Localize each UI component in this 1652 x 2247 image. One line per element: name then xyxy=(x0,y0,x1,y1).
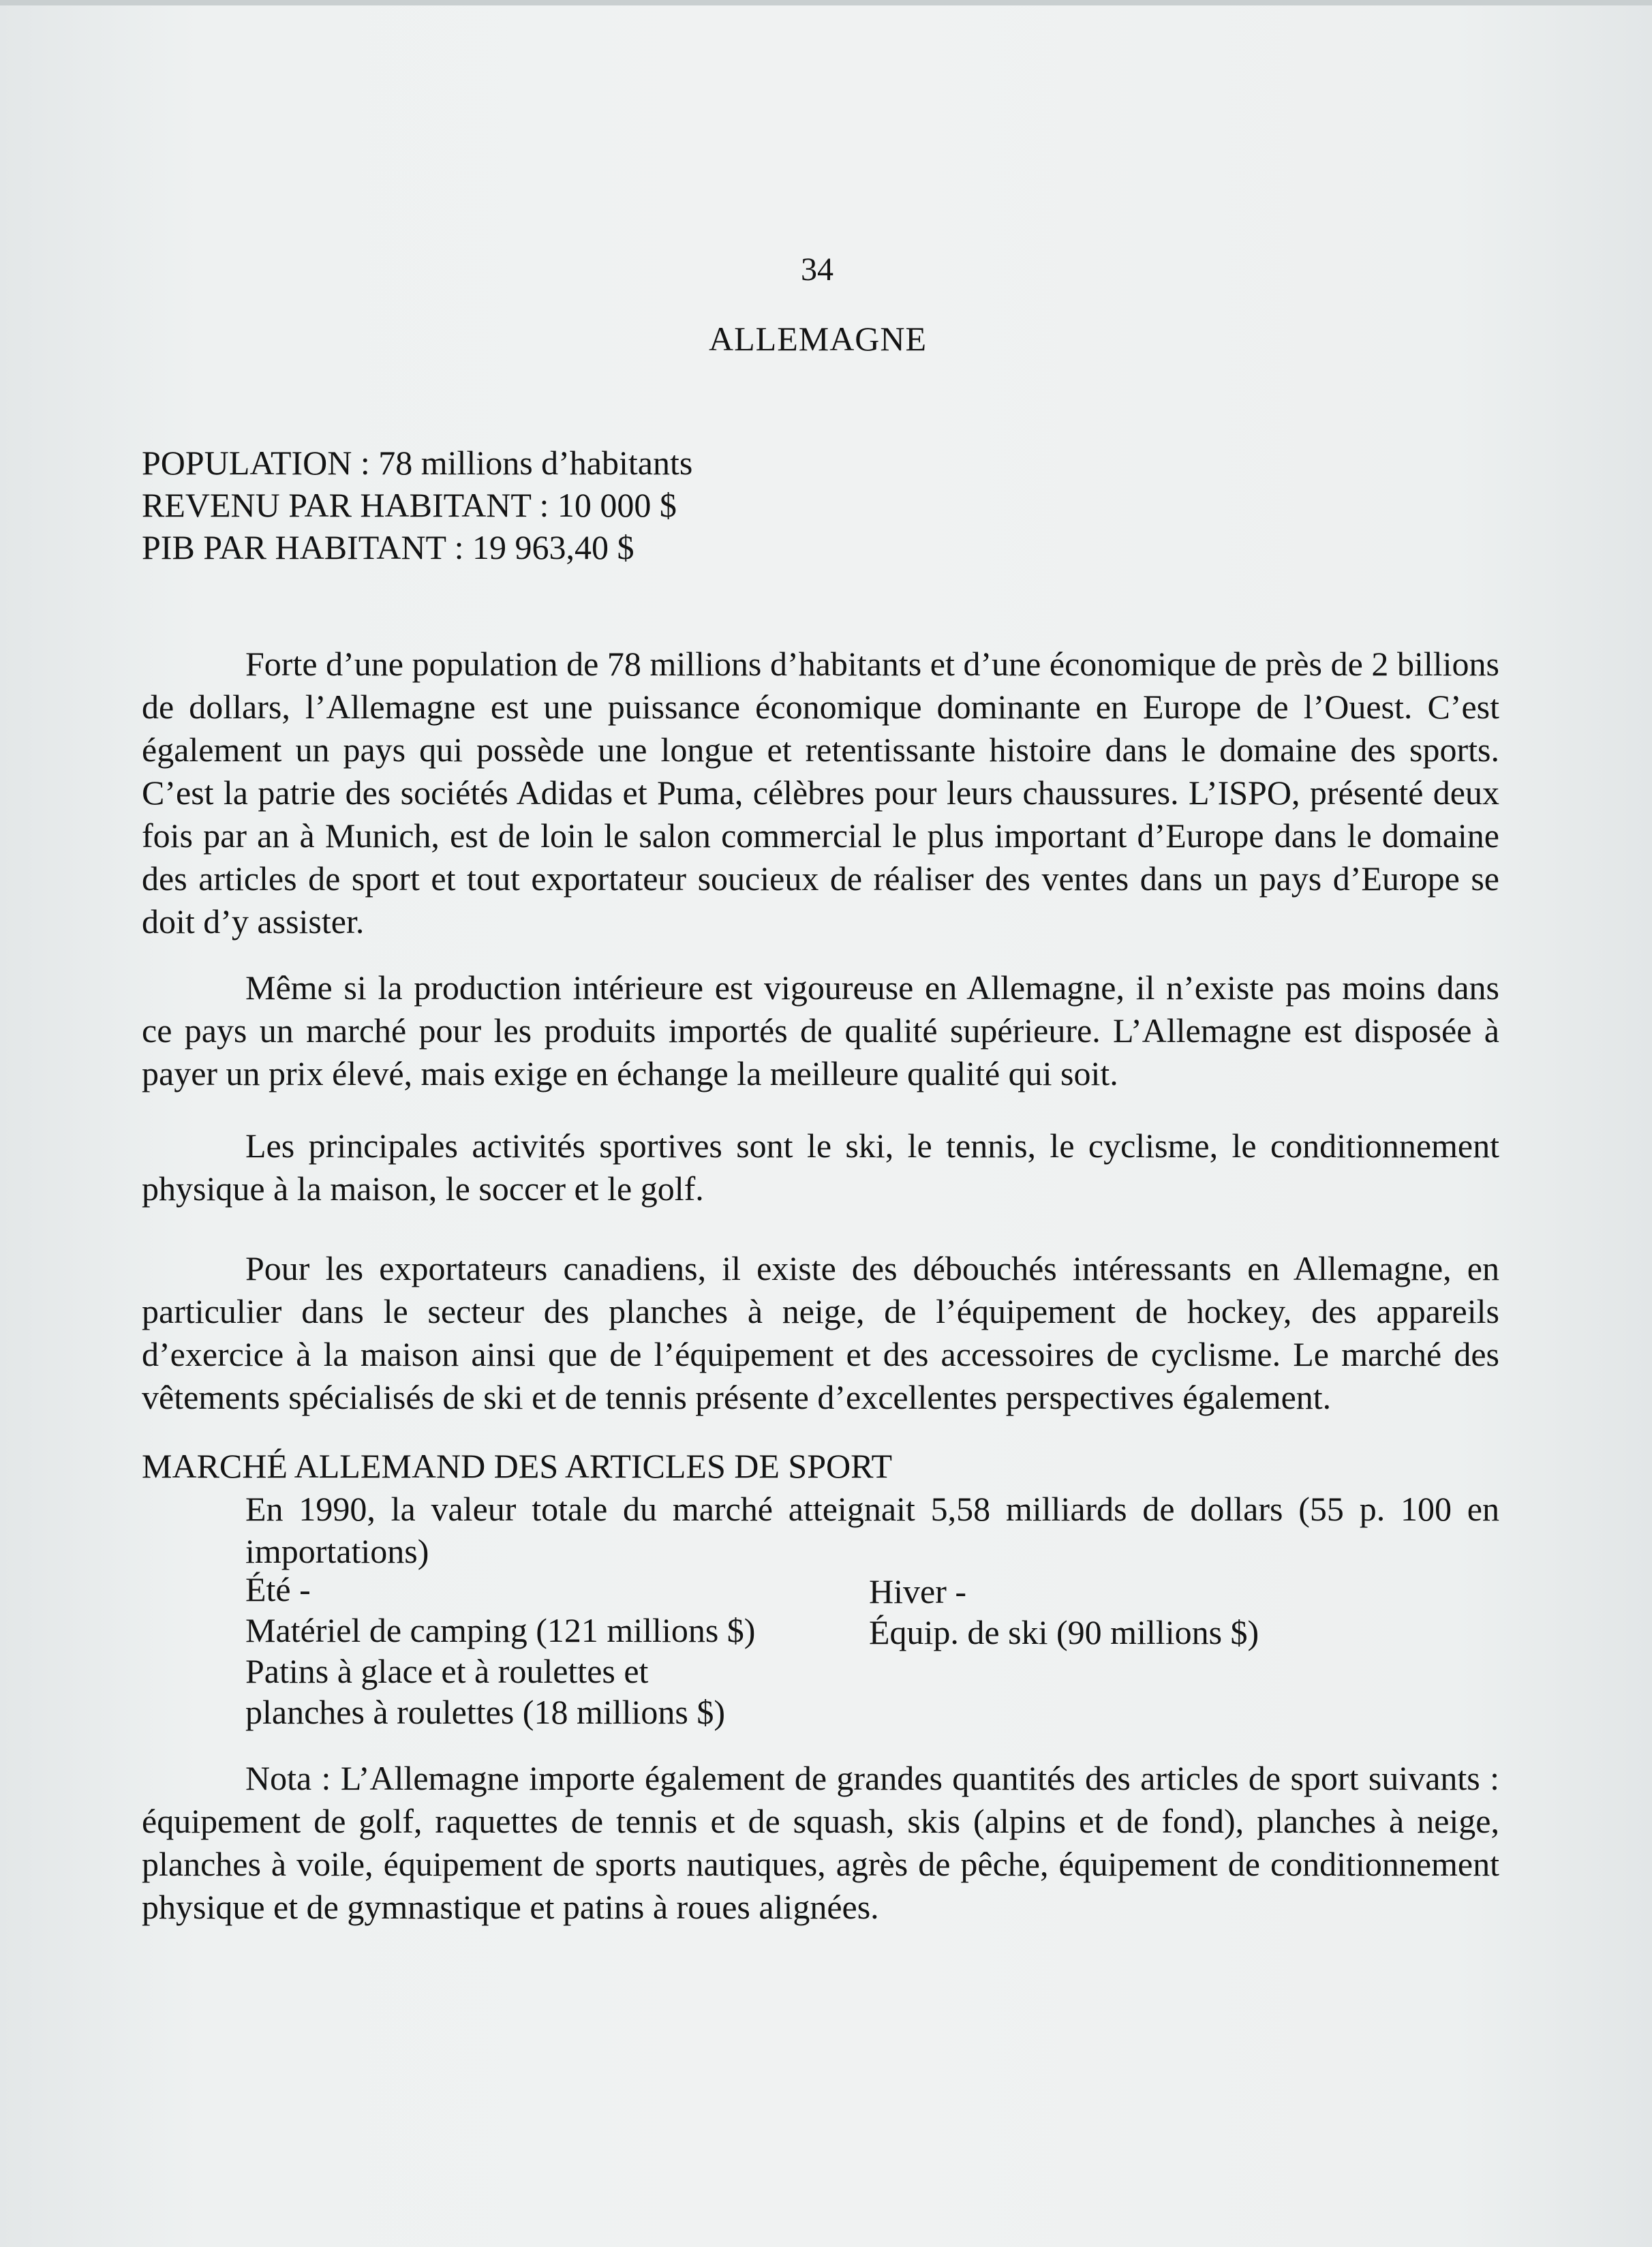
paragraph-main-sports: Les principales activités sportives sont le ski, le tennis, le cyclisme, le conditionnement physique à la maison, le soccer et le golf. xyxy=(142,1127,1499,1208)
market-section-heading: MARCHÉ ALLEMAND DES ARTICLES DE SPORT xyxy=(142,1447,893,1485)
winter-item: Équip. de ski (90 millions $) xyxy=(869,1613,1259,1651)
summer-item: Patins à glace et à roulettes et xyxy=(245,1652,649,1690)
paragraph-opportunities: Pour les exportateurs canadiens, il existe des débouchés intéressants en Allemagne, en particulier dans le secteur des planches à neige, de l’équipement de hockey, des appareils d’exercice à la maison ainsi que de l’équipement et des accessoires de cyclisme. Le marché des vêtements spécialisés de ski et de tennis présente d’excellentes perspectives également. xyxy=(142,1249,1499,1416)
population-stat: POPULATION : 78 millions d’habitants xyxy=(142,444,693,482)
country-stats xyxy=(142,442,692,568)
summer-market-column xyxy=(245,1569,845,1732)
winter-market-column xyxy=(869,1571,1482,1653)
page-title: ALLEMAGNE xyxy=(709,320,928,358)
market-intro: En 1990, la valeur totale du marché atteignait 5,58 milliards de dollars (55 p. 100 en importations) xyxy=(245,1490,1499,1570)
paragraph-note: Nota : L’Allemagne importe également de grandes quantités des articles de sport suivants : équipement de golf, raquettes de tennis et de squash, skis (alpins et de fond), planches à neige, planches à voile, équipement de sports nautiques, agrès de pêche, équipement de conditionnement physique et de gymnastique et patins à roues alignées. xyxy=(142,1759,1499,1926)
winter-label: Hiver - xyxy=(869,1572,966,1610)
paragraph-domestic-production: Même si la production intérieure est vigoureuse en Allemagne, il n’existe pas moins dans ce pays un marché pour les produits importés de qualité supérieure. L’Allemagne est disposée à payer un prix élevé, mais exige en échange la meilleure qualité qui soit. xyxy=(142,968,1499,1092)
revenue-stat: REVENU PAR HABITANT : 10 000 $ xyxy=(142,486,677,524)
summer-label: Été - xyxy=(245,1570,311,1608)
paragraph-overview: Forte d’une population de 78 millions d’habitants et d’une économique de près de 2 billions de dollars, l’Allemagne est une puissance économique dominante en Europe de l’Ouest. C’est également un pays qui possède une longue et retentissante histoire dans le domaine des sports. C’est la patrie des sociétés Adidas et Puma, célèbres pour leurs chaussures. L’ISPO, présenté deux fois par an à Munich, est de loin le salon commercial le plus important d’Europe dans le domaine des articles de sport et tout exportateur soucieux de réaliser des ventes dans un pays d’Europe se doit d’y assister. xyxy=(142,645,1499,941)
gdp-stat: PIB PAR HABITANT : 19 963,40 $ xyxy=(142,528,634,566)
summer-item: planches à roulettes (18 millions $) xyxy=(245,1693,726,1731)
page-number: 34 xyxy=(801,251,833,288)
summer-item: Matériel de camping (121 millions $) xyxy=(245,1611,756,1649)
page-top-edge xyxy=(0,0,1652,5)
